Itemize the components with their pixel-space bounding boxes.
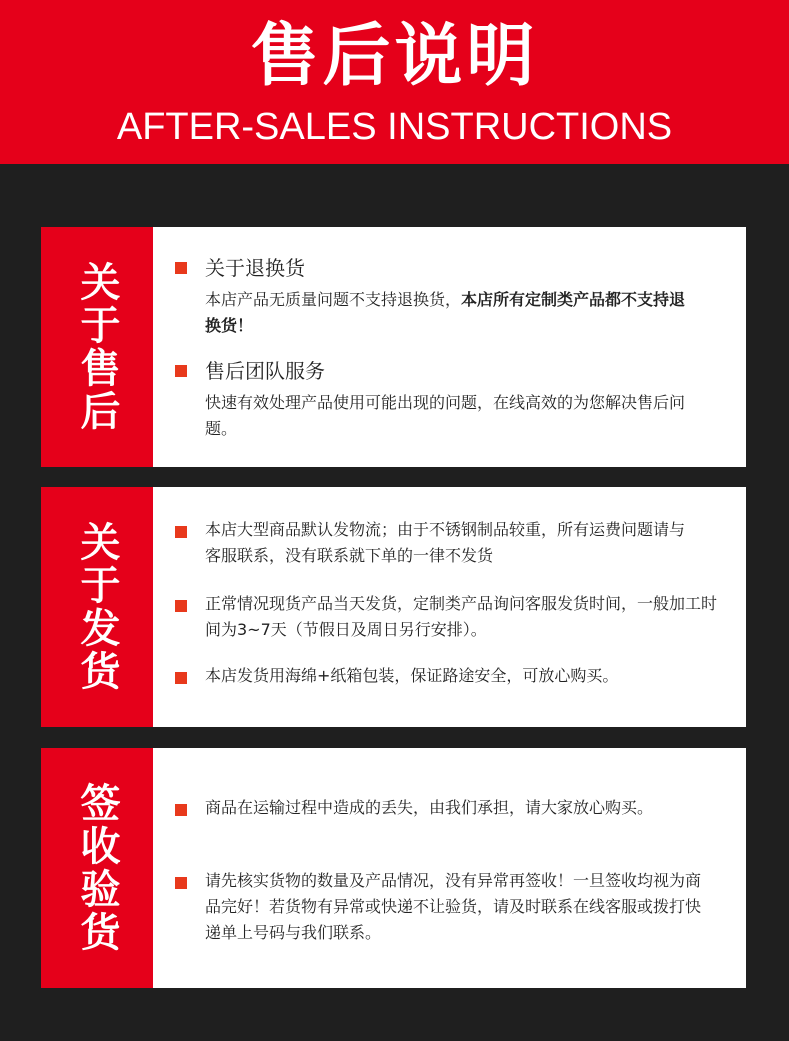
item-text: 本店大型商品默认发物流；由于不锈钢制品较重，所有运费问题请与客服联系，没有联系就下单的一律不发货 [205,520,686,565]
page-header [0,0,789,164]
list-item [175,868,732,950]
section-label: 关于售后 [41,227,153,467]
section-label: 关于发货 [41,487,153,727]
list-item [175,591,732,647]
item-title: 售后团队服务 [205,359,325,383]
section-sign-inspect [41,748,746,988]
square-bullet-icon [175,365,187,377]
section-body [153,487,746,727]
section-label: 签收验货 [41,748,153,988]
item-text: 请先核实货物的数量及产品情况，没有异常再签收！一旦签收均视为商品完好！若货物有异常或快递不让验货，请及时联系在线客服或拨打快递单上号码与我们联系。 [205,871,702,942]
page-subtitle: AFTER-SALES INSTRUCTIONS [116,106,673,148]
section-body [153,227,746,467]
page-title: 售后说明 [250,17,539,96]
item-text: 商品在运输过程中造成的丢失，由我们承担，请大家放心购买。 [205,798,654,817]
square-bullet-icon [175,526,187,538]
square-bullet-icon [175,877,187,889]
item-text: 快速有效处理产品使用可能出现的问题，在线高效的为您解决售后问题。 [205,393,686,438]
square-bullet-icon [175,804,187,816]
list-item [175,255,732,345]
item-text: 本店发货用海绵+纸箱包装，保证路途安全，可放心购买。 [205,666,619,685]
section-body [153,748,746,988]
list-item [175,795,732,851]
square-bullet-icon [175,600,187,612]
square-bullet-icon [175,672,187,684]
item-text: 正常情况现货产品当天发货，定制类产品询问客服发货时间，一般加工时间为3~7天（节假日及周日另行安排）。 [205,594,718,639]
section-after-sales [41,227,746,467]
list-item [175,663,732,693]
list-item [175,358,732,448]
item-title: 关于退换货 [205,256,305,280]
item-text: 本店产品无质量问题不支持退换货，本店所有定制类产品都不支持退换货！ [205,290,686,335]
list-item [175,517,732,573]
square-bullet-icon [175,262,187,274]
section-shipping [41,487,746,727]
